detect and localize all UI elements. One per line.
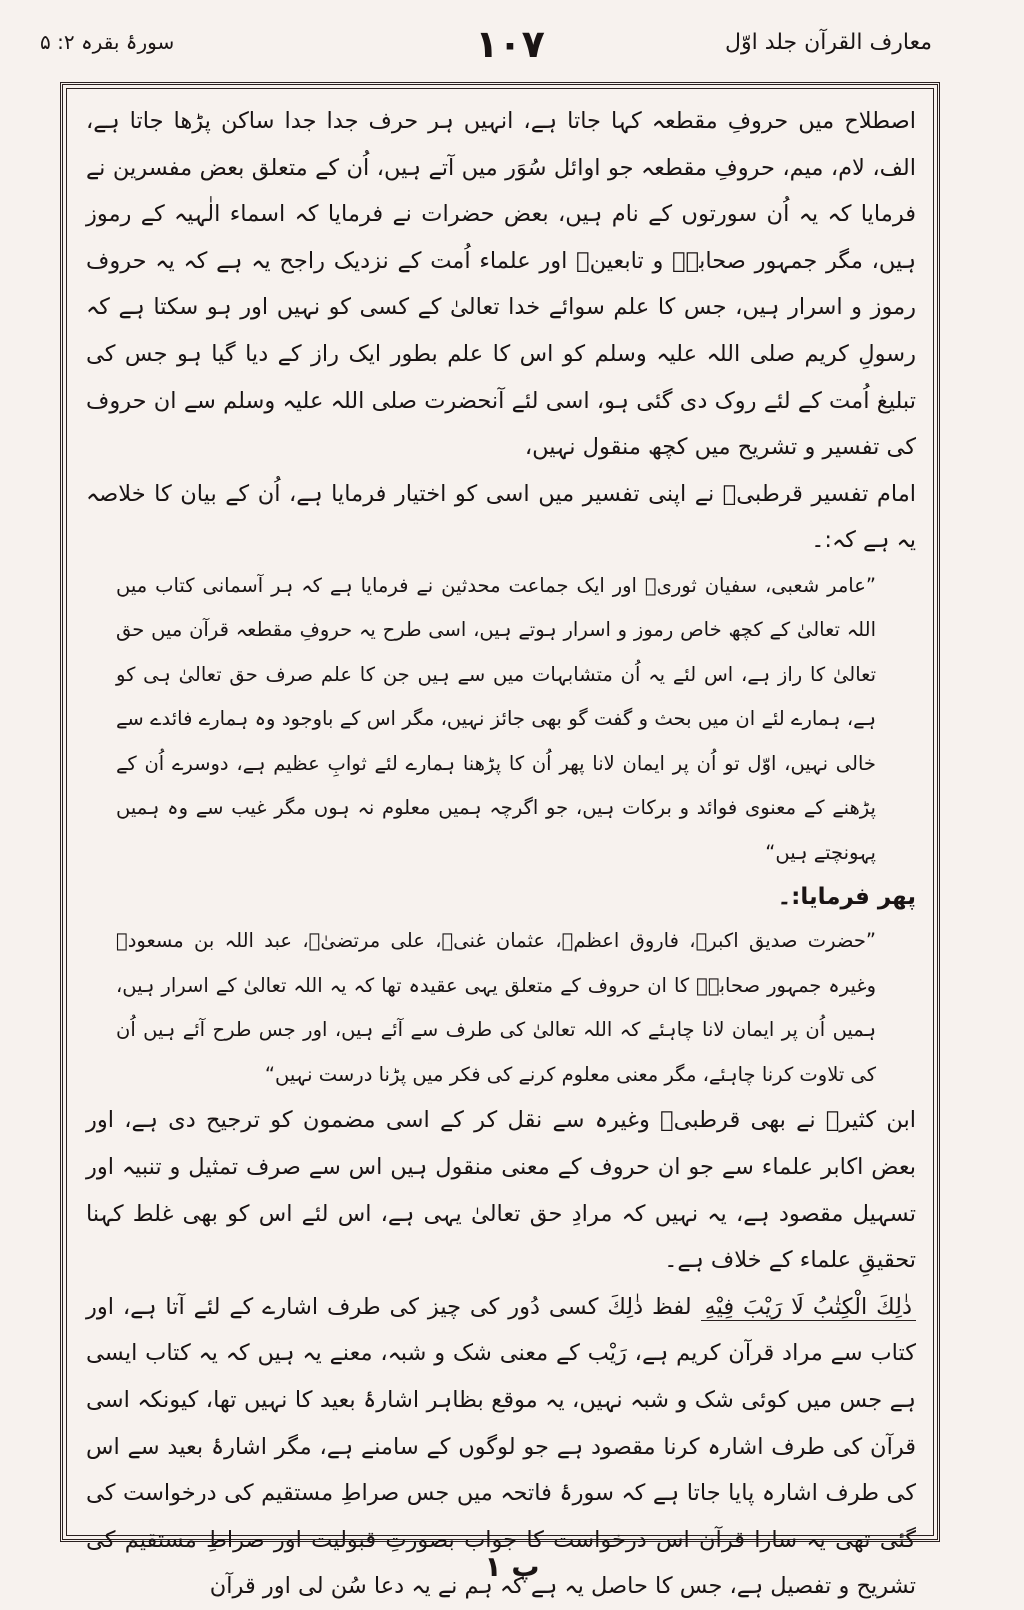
paragraph-ibn-kathir: ابن کثیرؒ نے بھی قرطبیؒ وغیرہ سے نقل کر کے اسی مضمون کو ترجیح دی ہے، اور بعض اکابر علماء سے جو ان حروف کے معنی منقول ہیں اس سے صرف تمثیل و تنبیہ اور تسہیل مقصود ہے، یہ نہیں کہ مرادِ حق تعالیٰ یہی ہے، اس لئے اس کو بھی غلط کہنا تحقیقِ علماء کے خلاف ہے۔ [86, 1107, 916, 1274]
subheading-phir-farmaya: پھر فرمایا:۔ [777, 884, 916, 911]
footer-mark: پ ۱ [484, 1550, 540, 1583]
page-number: ۱۰۷ [475, 22, 545, 66]
quote-amir-shabi: ”عامر شعبی، سفیان ثوریؒ اور ایک جماعت محدثین نے فرمایا ہے کہ ہر آسمانی کتاب میں اللہ تعالیٰ کے کچھ خاص رموز و اسرار ہوتے ہیں، اسی طرح یہ حروفِ مقطعہ قرآن میں حق تعالیٰ کا راز ہے، اس لئے یہ اُن متشابہات میں سے ہیں جن کا علم صرف حق تعالیٰ ہی کو ہے، ہمارے لئے ان میں بحث و گفت گو بھی جائز نہیں، مگر اس کے باوجود وہ ہمارے فائدے سے خالی نہیں، اوّل تو اُن پر ایمان لانا پھر اُن کا پڑھنا ہمارے لئے ثوابِ عظیم ہے، دوسرے اُن کے پڑھنے کے معنوی فوائد و برکات ہیں، جو اگرچہ ہمیں معلوم نہ ہوں مگر غیب سے وہ ہمیں پہونچتے ہیں“ [116, 573, 876, 864]
paragraph-huroof-muqattaat: اصطلاح میں حروفِ مقطعہ کہا جاتا ہے، انہیں ہر حرف جدا جدا ساکن پڑھا جاتا ہے، الف، لام، میم، حروفِ مقطعہ جو اوائل سُوَر میں آتے ہیں، اُن کے متعلق بعض مفسرین نے فرمایا کہ یہ اُن سورتوں کے نام ہیں، بعض حضرات نے فرمایا کہ اسماء الٰہیہ کے رموز ہیں، مگر جمہور صحابہؓ و تابعینؒ اور علماء اُمت کے نزدیک راجح یہ ہے کہ یہ حروف رموز و اسرار ہیں، جس کا علم سوائے خدا تعالیٰ کے کسی کو نہیں اور ہو سکتا ہے کہ رسولِ کریم صلی اللہ علیہ وسلم کو اس کا علم بطور ایک راز کے دیا گیا ہو جس کی تبلیغ اُمت کے لئے روک دی گئی ہو، اسی لئے آنحضرت صلی اللہ علیہ وسلم سے ان حروف کی تفسیر و تشریح میں کچھ منقول نہیں، [86, 108, 916, 461]
page-body [86, 98, 916, 1610]
quote-sahaba: ”حضرت صدیق اکبرؓ، فاروق اعظمؓ، عثمان غنیؓ، علی مرتضیٰؓ، عبد اللہ بن مسعودؓ وغیرہ جمہور صحابہؓ کا ان حروف کے متعلق یہی عقیدہ تھا کہ یہ اللہ تعالیٰ کے اسرار ہیں، ہمیں اُن پر ایمان لانا چاہئے کہ اللہ تعالیٰ کی طرف سے آئے ہیں، اور جس طرح آئے ہیں اُن کی تلاوت کرنا چاہئے، مگر معنی معلوم کرنے کی فکر میں پڑنا درست نہیں“ [116, 929, 876, 1086]
book-title: معارف القرآن جلد اوّل [724, 30, 932, 55]
surah-reference: سورۂ بقرہ ۲: ۵ [40, 30, 175, 54]
quranic-phrase: ذٰلِكَ الْكِتٰبُ لَا رَيْبَ فِيْهِ [701, 1294, 916, 1321]
paragraph-qurtubi-intro: امام تفسیر قرطبیؒ نے اپنی تفسیر میں اسی کو اختیار فرمایا ہے، اُن کے بیان کا خلاصہ یہ ہے کہ:۔ [86, 480, 916, 554]
paragraph-dhalika-text: لفظ ذٰلِكَ کسی دُور کی چیز کی طرف اشارے کے لئے آتا ہے، اور کتاب سے مراد قرآن کریم ہے، رَيْب کے معنی شک و شبہ، معنے یہ ہیں کہ یہ کتاب ایسی ہے جس میں کوئی شک و شبہ نہیں، یہ موقع بظاہر اشارۂ بعید کا نہیں تھا، کیونکہ اسی قرآن کی طرف اشارہ کرنا مقصود ہے جو لوگوں کے سامنے ہے، مگر اشارۂ بعید سے اس کی طرف اشارہ پایا جاتا ہے کہ سورۂ فاتحہ میں جس صراطِ مستقیم کی درخواست کی گئی تھی یہ سارا قرآن اس درخواست کا جواب بصورتِ قبولیت اور صراطِ مستقیم کی تشریح و تفصیل ہے، جس کا حاصل یہ ہے کہ ہم نے یہ دعا سُن لی اور قرآن [86, 1293, 916, 1600]
